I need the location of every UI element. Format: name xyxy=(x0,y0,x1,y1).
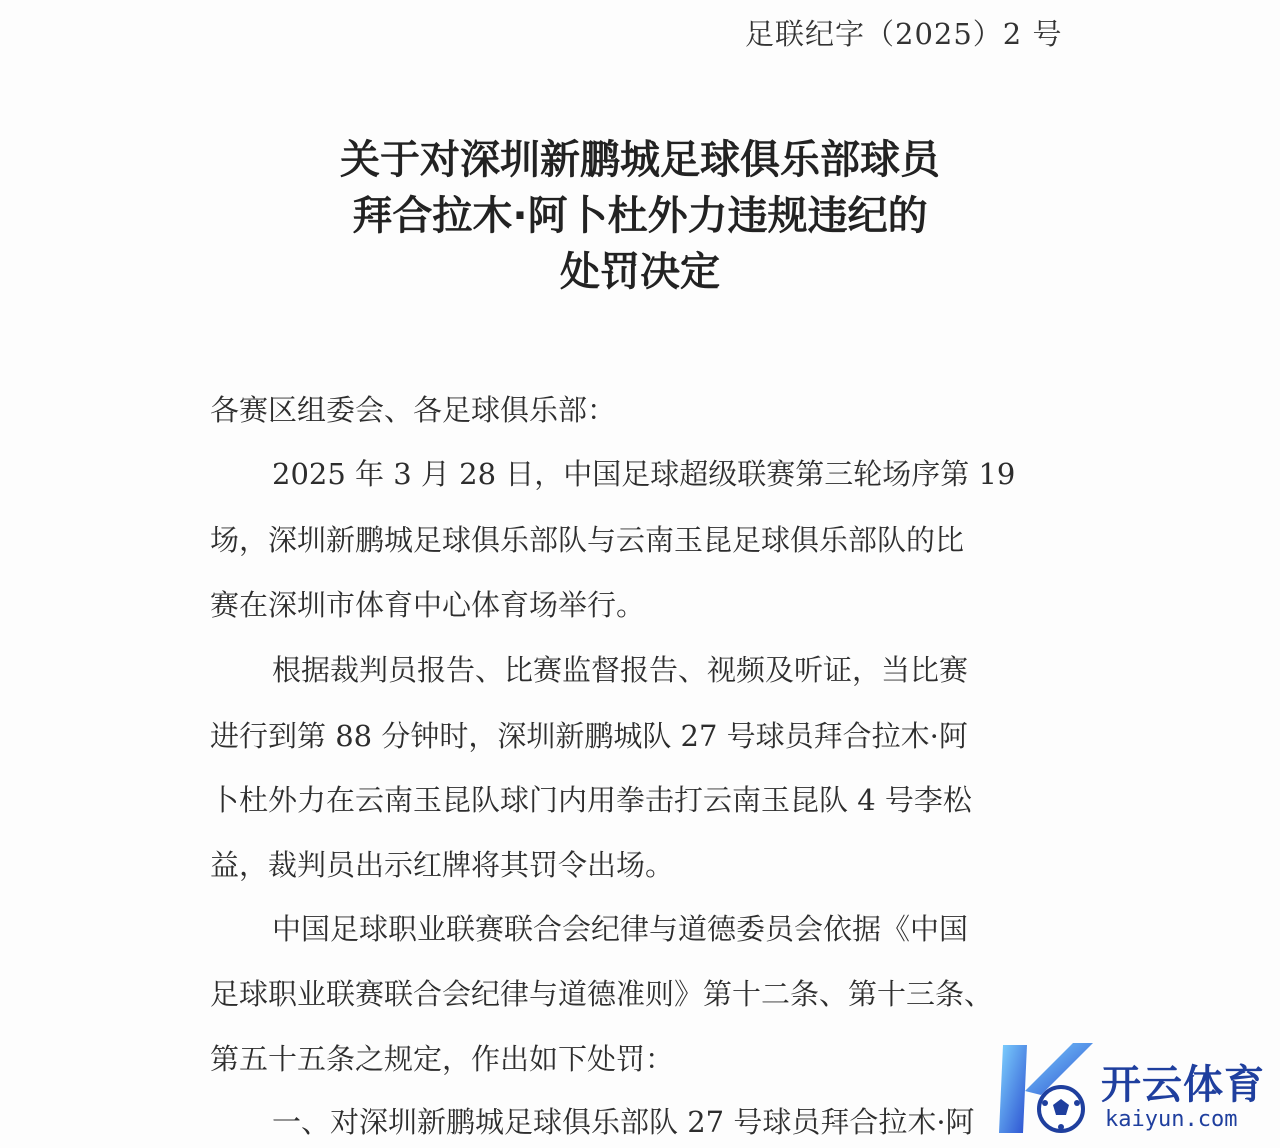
document-number: 足联纪字（2025）2 号 xyxy=(745,17,1063,51)
title-line: 关于对深圳新鹏城足球俱乐部球员 xyxy=(340,137,940,183)
watermark-brand-cn: 开云体育 xyxy=(1101,1062,1265,1108)
body-line: 根据裁判员报告、比赛监督报告、视频及听证，当比赛 xyxy=(272,653,969,687)
title-line: 处罚决定 xyxy=(560,249,720,295)
k-soccer-ball-logo-icon xyxy=(995,1037,1095,1141)
title-line: 拜合拉木·阿卜杜外力违规违纪的 xyxy=(352,193,928,239)
salutation: 各赛区组委会、各足球俱乐部： xyxy=(210,393,617,427)
kaiyun-watermark xyxy=(995,1035,1275,1143)
watermark-brand-en: kaiyun.com xyxy=(1105,1107,1238,1132)
body-line: 中国足球职业联赛联合会纪律与道德委员会依据《中国 xyxy=(272,912,969,946)
body-line: 2025 年 3 月 28 日，中国足球超级联赛第三轮场序第 19 xyxy=(272,457,1016,491)
body-line: 进行到第 88 分钟时，深圳新鹏城队 27 号球员拜合拉木·阿 xyxy=(210,719,968,753)
body-line: 第五十五条之规定，作出如下处罚： xyxy=(210,1042,675,1076)
document-title xyxy=(0,132,1280,300)
body-line: 足球职业联赛联合会纪律与道德准则》第十二条、第十三条、 xyxy=(210,977,994,1011)
body-line: 赛在深圳市体育中心体育场举行。 xyxy=(210,588,646,622)
body-line: 益，裁判员出示红牌将其罚令出场。 xyxy=(210,848,675,882)
body-line: 一、对深圳新鹏城足球俱乐部队 27 号球员拜合拉木·阿 xyxy=(272,1105,975,1139)
body-line: 卜杜外力在云南玉昆队球门内用拳击打云南玉昆队 4 号李松 xyxy=(210,783,972,817)
body-line: 场，深圳新鹏城足球俱乐部队与云南玉昆足球俱乐部队的比 xyxy=(210,523,965,557)
